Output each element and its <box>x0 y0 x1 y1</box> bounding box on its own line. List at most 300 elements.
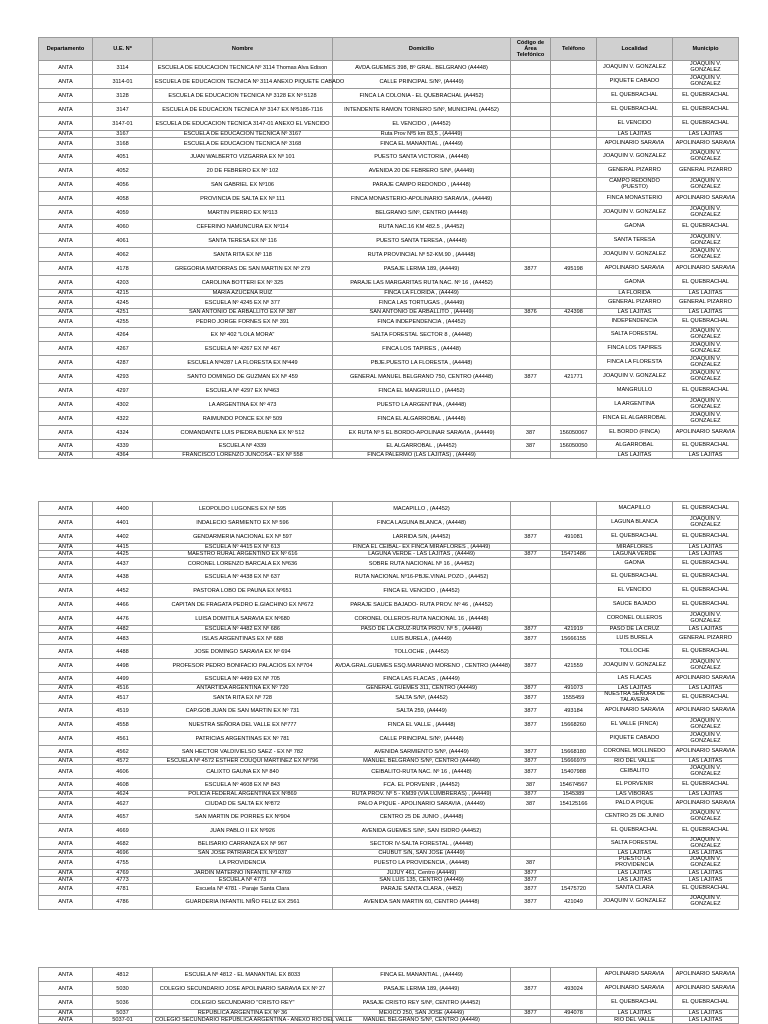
cell-localidad: MIRAFLORES <box>597 544 673 551</box>
cell-domicilio: AVENIDA GUEMES S/Nº, SAN ISIDRO (A4452) <box>333 824 511 838</box>
cell-localidad: LAS LAJITAS <box>597 850 673 857</box>
table-row <box>39 75 739 89</box>
cell-municipio: JOAQUIN V. GONZALEZ <box>673 328 739 342</box>
cell-telefono <box>551 968 597 982</box>
cell-domicilio: PBJE.PUESTO LA FLORESTA , (A4448) <box>333 356 511 370</box>
cell-ue-numero: 4682 <box>93 838 153 850</box>
cell-localidad: ALGARROBAL <box>597 440 673 452</box>
cell-departamento: ANTA <box>39 659 93 673</box>
cell-codigo-area: 3877 <box>511 659 551 673</box>
cell-codigo-area: 3877 <box>511 718 551 732</box>
cell-domicilio: PARAJE SAUCE BAJADO- RUTA PROV. Nº 46 , (A4452) <box>333 598 511 612</box>
cell-ue-numero: 4572 <box>93 758 153 765</box>
cell-localidad: FINCA MONASTERIO <box>597 192 673 206</box>
cell-codigo-area <box>511 150 551 164</box>
cell-departamento: ANTA <box>39 673 93 685</box>
cell-nombre: ESCUELA Nº 4773 <box>153 876 333 883</box>
cell-municipio: JOAQUIN V. GONZALEZ <box>673 732 739 746</box>
cell-telefono <box>551 178 597 192</box>
cell-departamento: ANTA <box>39 150 93 164</box>
cell-domicilio: CENTRO 25 DE JUNIO , (A4448) <box>333 810 511 824</box>
cell-telefono: 156050050 <box>551 440 597 452</box>
cell-municipio: EL QUEBRACHAL <box>673 502 739 516</box>
cell-nombre: PROVINCIA DE SALTA EX Nº 111 <box>153 192 333 206</box>
cell-ue-numero: 4339 <box>93 440 153 452</box>
cell-codigo-area <box>511 206 551 220</box>
cell-departamento: ANTA <box>39 384 93 398</box>
cell-municipio: JOAQUIN V. GONZALEZ <box>673 370 739 384</box>
cell-departamento: ANTA <box>39 131 93 138</box>
cell-departamento: ANTA <box>39 206 93 220</box>
cell-municipio: JOAQUIN V. GONZALEZ <box>673 61 739 75</box>
cell-domicilio: CALLE PRINCIPAL S/Nº, (A4448) <box>333 732 511 746</box>
table-row <box>39 164 739 178</box>
cell-codigo-area <box>511 838 551 850</box>
column-header-nombre: Nombre <box>153 38 333 61</box>
cell-domicilio: PUESTO SANTA TERESA , (A4448) <box>333 234 511 248</box>
cell-nombre: SANTA RITA EX Nº 728 <box>153 692 333 704</box>
cell-ue-numero: 4401 <box>93 516 153 530</box>
cell-nombre: FRANCISCO LORENZO JUNCOSA - EX Nº 558 <box>153 452 333 459</box>
cell-codigo-area <box>511 612 551 626</box>
table-row <box>39 982 739 996</box>
table-row <box>39 558 739 570</box>
cell-domicilio: RUTA NACIONAL Nº16-PBJE.VINAL POZO , (A4452) <box>333 570 511 584</box>
cell-ue-numero: 4415 <box>93 544 153 551</box>
cell-municipio: LAS LAJITAS <box>673 1010 739 1017</box>
cell-domicilio: PUESTO SANTA VICTORIA , (A4448) <box>333 150 511 164</box>
cell-localidad: LAS LAJITAS <box>597 876 673 883</box>
cell-localidad: JOAQUIN V. GONZALEZ <box>597 206 673 220</box>
cell-codigo-area <box>511 328 551 342</box>
cell-nombre: EX Nº 402 "LOLA MORA" <box>153 328 333 342</box>
cell-nombre: REPUBLICA ARGENTINA EX Nº 36 <box>153 1010 333 1017</box>
cell-nombre: ESCUELA Nº 4415 EX Nº 613 <box>153 544 333 551</box>
cell-telefono: 15475720 <box>551 883 597 895</box>
column-header-codigo-area: Código de Área Telefónico <box>511 38 551 61</box>
cell-nombre: ANTARTIDA ARGENTINA EX Nº 720 <box>153 685 333 692</box>
cell-telefono <box>551 732 597 746</box>
cell-localidad: LAS LAJITAS <box>597 309 673 316</box>
cell-ue-numero: 3147-01 <box>93 117 153 131</box>
cell-localidad: EL QUEBRACHAL <box>597 530 673 544</box>
cell-ue-numero: 5036 <box>93 996 153 1010</box>
cell-domicilio: RUTA PROVINCIAL Nº 52-KM.90 , (A4448) <box>333 248 511 262</box>
table-row <box>39 824 739 838</box>
cell-localidad: TOLLOCHE <box>597 645 673 659</box>
cell-departamento: ANTA <box>39 626 93 633</box>
cell-ue-numero: 4786 <box>93 895 153 909</box>
cell-ue-numero: 4558 <box>93 718 153 732</box>
cell-telefono <box>551 857 597 869</box>
cell-departamento: ANTA <box>39 502 93 516</box>
table-row <box>39 779 739 791</box>
cell-codigo-area <box>511 558 551 570</box>
cell-nombre: ESCUELA DE EDUCACION TECNICA Nº 3114 Thomas Alva Edison <box>153 61 333 75</box>
table-row <box>39 426 739 440</box>
cell-telefono <box>551 558 597 570</box>
cell-codigo-area: 3877 <box>511 530 551 544</box>
cell-ue-numero: 4052 <box>93 164 153 178</box>
cell-localidad: CEIBALITO <box>597 765 673 779</box>
cell-localidad: FINCA EL ALGARROBAL <box>597 412 673 426</box>
cell-municipio: JOAQUIN V. GONZALEZ <box>673 206 739 220</box>
cell-domicilio: CORONEL OLLEROS-RUTA NACIONAL 16 , (A4448) <box>333 612 511 626</box>
cell-localidad: APOLINARIO SARAVIA <box>597 262 673 276</box>
cell-telefono <box>551 398 597 412</box>
cell-municipio: LAS LAJITAS <box>673 869 739 876</box>
cell-municipio: LAS LAJITAS <box>673 551 739 558</box>
cell-municipio: APOLINARIO SARAVIA <box>673 746 739 758</box>
cell-municipio: LAS LAJITAS <box>673 758 739 765</box>
cell-departamento: ANTA <box>39 103 93 117</box>
cell-municipio: EL QUEBRACHAL <box>673 996 739 1010</box>
cell-nombre: JUAN PABLO II EX Nº926 <box>153 824 333 838</box>
cell-telefono <box>551 824 597 838</box>
cell-localidad: APOLINARIO SARAVIA <box>597 968 673 982</box>
cell-domicilio: FINCA EL MANANTIAL , (A4449) <box>333 968 511 982</box>
cell-nombre: CALIXTO GAUNA EX Nº 840 <box>153 765 333 779</box>
cell-telefono: 1545389 <box>551 791 597 798</box>
cell-localidad: SANTA CLARA <box>597 883 673 895</box>
cell-domicilio: SECTOR IV-SALTA FORESTAL , (A4448) <box>333 838 511 850</box>
cell-departamento: ANTA <box>39 798 93 810</box>
cell-municipio: EL QUEBRACHAL <box>673 824 739 838</box>
table-row <box>39 192 739 206</box>
cell-nombre: ESCUELA Nº 4267 EX Nº 467 <box>153 342 333 356</box>
cell-municipio: JOAQUIN V. GONZALEZ <box>673 398 739 412</box>
cell-ue-numero: 4438 <box>93 570 153 584</box>
cell-municipio: GENERAL PIZARRO <box>673 297 739 309</box>
cell-localidad: SALTA FORESTAL <box>597 838 673 850</box>
cell-departamento: ANTA <box>39 982 93 996</box>
cell-departamento: ANTA <box>39 612 93 626</box>
cell-domicilio: FCA. EL PORVENIR , (A4452) <box>333 779 511 791</box>
cell-codigo-area <box>511 356 551 370</box>
cell-codigo-area: 3877 <box>511 876 551 883</box>
cell-ue-numero: 4203 <box>93 276 153 290</box>
cell-nombre: COLEGIO SECUNDARIO REPUBLICA ARGENTINA - ANEXO RIO DEL VALLE <box>153 1017 333 1024</box>
cell-ue-numero: 4452 <box>93 584 153 598</box>
cell-localidad: LAGUNA VERDE <box>597 551 673 558</box>
cell-departamento: ANTA <box>39 758 93 765</box>
cell-municipio: JOAQUIN V. GONZALEZ <box>673 838 739 850</box>
cell-nombre: ISLAS ARGENTINAS EX Nº 688 <box>153 633 333 645</box>
cell-codigo-area: 3877 <box>511 758 551 765</box>
cell-codigo-area <box>511 75 551 89</box>
cell-municipio: EL QUEBRACHAL <box>673 883 739 895</box>
cell-codigo-area: 387 <box>511 857 551 869</box>
cell-domicilio: AVDA.GRAL.GUEMES ESQ.MARIANO MORENO , CENTRO (A4448) <box>333 659 511 673</box>
cell-domicilio: RUTA NAC.16 KM 482.5 , (A4452) <box>333 220 511 234</box>
cell-codigo-area: 3877 <box>511 746 551 758</box>
cell-telefono <box>551 297 597 309</box>
cell-domicilio: BELGRANO S/Nº, CENTRO (A4448) <box>333 206 511 220</box>
cell-municipio: APOLINARIO SARAVIA <box>673 704 739 718</box>
table-row <box>39 150 739 164</box>
cell-domicilio: INTENDENTE RAMON TORNERO S/Nº, MUNICIPAL (A4452) <box>333 103 511 117</box>
cell-codigo-area <box>511 290 551 297</box>
cell-telefono <box>551 150 597 164</box>
cell-ue-numero: 4215 <box>93 290 153 297</box>
cell-localidad: EL BORDO (FINCA) <box>597 426 673 440</box>
cell-domicilio: SAN LUIS 135, CENTRO (A4449) <box>333 876 511 883</box>
cell-localidad: JOAQUIN V. GONZALEZ <box>597 61 673 75</box>
cell-codigo-area <box>511 248 551 262</box>
cell-domicilio: PALO A PIQUE - APOLINARIO SARAVIA , (A4449) <box>333 798 511 810</box>
cell-ue-numero: 5037 <box>93 1010 153 1017</box>
cell-localidad: EL QUEBRACHAL <box>597 824 673 838</box>
cell-municipio: GENERAL PIZARRO <box>673 633 739 645</box>
cell-codigo-area <box>511 89 551 103</box>
cell-departamento: ANTA <box>39 89 93 103</box>
cell-localidad: NUESTRA SEÑORA DE TALAVERA <box>597 692 673 704</box>
cell-municipio: LAS LAJITAS <box>673 544 739 551</box>
table-row <box>39 178 739 192</box>
cell-localidad: RIO DEL VALLE <box>597 758 673 765</box>
table-row <box>39 869 739 876</box>
cell-domicilio: FINCA EL ALGARROBAL , (A4448) <box>333 412 511 426</box>
cell-nombre: RAIMUNDO PONCE EX Nº 509 <box>153 412 333 426</box>
cell-municipio: JOAQUIN V. GONZALEZ <box>673 516 739 530</box>
cell-codigo-area: 3877 <box>511 1010 551 1017</box>
cell-departamento: ANTA <box>39 370 93 384</box>
cell-departamento: ANTA <box>39 342 93 356</box>
table-row <box>39 626 739 633</box>
cell-municipio: JOAQUIN V. GONZALEZ <box>673 248 739 262</box>
cell-localidad: FINCA LA FLORESTA <box>597 356 673 370</box>
table-row <box>39 704 739 718</box>
cell-localidad: INDEPENDENCIA <box>597 316 673 328</box>
cell-localidad: LAGUNA BLANCA <box>597 516 673 530</box>
cell-ue-numero: 4400 <box>93 502 153 516</box>
cell-municipio: JOAQUIN V. GONZALEZ <box>673 342 739 356</box>
table-row <box>39 356 739 370</box>
cell-nombre: ESCUELA DE EDUCACION TECNICA 3147-01 ANEXO EL VENCIDO <box>153 117 333 131</box>
cell-nombre: SAN GABRIEL EX Nº106 <box>153 178 333 192</box>
cell-codigo-area <box>511 131 551 138</box>
cell-departamento: ANTA <box>39 356 93 370</box>
cell-nombre: GUARDERIA INFANTIL NIÑO FELIZ EX 2561 <box>153 895 333 909</box>
cell-telefono: 15407988 <box>551 765 597 779</box>
cell-nombre: SAN HECTOR VALDIVIELSO SAEZ - EX Nº 782 <box>153 746 333 758</box>
cell-domicilio: PARAJE CAMPO REDONDO , (A4448) <box>333 178 511 192</box>
cell-telefono <box>551 996 597 1010</box>
cell-telefono: 494078 <box>551 1010 597 1017</box>
cell-localidad: LA FLORIDA <box>597 290 673 297</box>
cell-nombre: SANTA RITA EX Nº 118 <box>153 248 333 262</box>
cell-codigo-area: 3877 <box>511 633 551 645</box>
cell-telefono <box>551 544 597 551</box>
cell-departamento: ANTA <box>39 996 93 1010</box>
cell-municipio: APOLINARIO SARAVIA <box>673 673 739 685</box>
cell-departamento: ANTA <box>39 290 93 297</box>
cell-localidad: SALTA FORESTAL <box>597 328 673 342</box>
table-row <box>39 996 739 1010</box>
cell-ue-numero: 5030 <box>93 982 153 996</box>
table-row <box>39 810 739 824</box>
cell-ue-numero: 3114 <box>93 61 153 75</box>
cell-ue-numero: 4669 <box>93 824 153 838</box>
cell-departamento: ANTA <box>39 516 93 530</box>
cell-domicilio: MACAPILLO , (A4452) <box>333 502 511 516</box>
table-row <box>39 584 739 598</box>
cell-codigo-area: 3877 <box>511 883 551 895</box>
schools-table-3 <box>38 967 739 1024</box>
cell-nombre: ESCUELA DE EDUCACION TECNICA Nº 3114 ANEXO PIQUETE CABADO <box>153 75 333 89</box>
cell-municipio: JOAQUIN V. GONZALEZ <box>673 412 739 426</box>
cell-nombre: COMANDANTE LUIS PIEDRA BUENA EX Nº 512 <box>153 426 333 440</box>
cell-codigo-area: 3877 <box>511 791 551 798</box>
cell-telefono <box>551 584 597 598</box>
cell-nombre: JUAN WALBERTO VIZGARRA EX Nº 101 <box>153 150 333 164</box>
cell-domicilio: FINCA LAS FLACAS , (A4449) <box>333 673 511 685</box>
cell-ue-numero: 4364 <box>93 452 153 459</box>
cell-ue-numero: 4264 <box>93 328 153 342</box>
cell-localidad: CAMPO REDONDO (PUESTO) <box>597 178 673 192</box>
cell-domicilio: GENERAL MANUEL BELGRANO 750, CENTRO (A4448) <box>333 370 511 384</box>
cell-localidad: JOAQUIN V. GONZALEZ <box>597 370 673 384</box>
cell-nombre: ESCUELA Nº4287 LA FLORESTA EX Nº449 <box>153 356 333 370</box>
cell-nombre: NUESTRA SEÑORA DEL VALLE EX Nº777 <box>153 718 333 732</box>
cell-ue-numero: 4773 <box>93 876 153 883</box>
cell-departamento: ANTA <box>39 61 93 75</box>
table-row <box>39 370 739 384</box>
cell-domicilio: AVENIDA 20 DE FEBRERO S/Nº, (A4449) <box>333 164 511 178</box>
cell-telefono <box>551 89 597 103</box>
cell-municipio: APOLINARIO SARAVIA <box>673 426 739 440</box>
cell-departamento: ANTA <box>39 426 93 440</box>
cell-nombre: LUISA DOMITILA SARAVIA EX Nº680 <box>153 612 333 626</box>
cell-departamento: ANTA <box>39 220 93 234</box>
cell-ue-numero: 4755 <box>93 857 153 869</box>
cell-municipio: EL QUEBRACHAL <box>673 117 739 131</box>
cell-nombre: CEFERINO NAMUNCURA EX Nº114 <box>153 220 333 234</box>
cell-ue-numero: 4437 <box>93 558 153 570</box>
cell-telefono: 1555459 <box>551 692 597 704</box>
cell-nombre: CIUDAD DE SALTA EX Nº872 <box>153 798 333 810</box>
cell-municipio: EL QUEBRACHAL <box>673 220 739 234</box>
cell-departamento: ANTA <box>39 234 93 248</box>
cell-nombre: COLEGIO SECUNDARIO "CRISTO REY" <box>153 996 333 1010</box>
cell-domicilio: SOBRE RUTA NACIONAL Nº 16 , (A4452) <box>333 558 511 570</box>
cell-nombre: PEDRO JORGE FORNES EX Nº 391 <box>153 316 333 328</box>
cell-telefono <box>551 876 597 883</box>
cell-municipio: APOLINARIO SARAVIA <box>673 262 739 276</box>
cell-ue-numero: 4058 <box>93 192 153 206</box>
table-row <box>39 248 739 262</box>
cell-ue-numero: 4498 <box>93 659 153 673</box>
cell-codigo-area: 3877 <box>511 704 551 718</box>
cell-departamento: ANTA <box>39 297 93 309</box>
cell-domicilio: FINCA LA COLONIA - EL QUEBRACHAL (A4452) <box>333 89 511 103</box>
cell-telefono <box>551 810 597 824</box>
cell-departamento: ANTA <box>39 598 93 612</box>
cell-municipio: GENERAL PIZARRO <box>673 164 739 178</box>
column-header-domicilio: Domicilio <box>333 38 511 61</box>
cell-domicilio: PUESTO LA ARGENTINA , (A4448) <box>333 398 511 412</box>
cell-municipio: EL QUEBRACHAL <box>673 316 739 328</box>
cell-domicilio: FINCA LA FLORIDA , (A4449) <box>333 290 511 297</box>
cell-nombre: LA ARGENTINA EX Nº 473 <box>153 398 333 412</box>
cell-ue-numero: 3147 <box>93 103 153 117</box>
cell-municipio: JOAQUIN V. GONZALEZ <box>673 659 739 673</box>
cell-telefono <box>551 131 597 138</box>
cell-telefono: 421771 <box>551 370 597 384</box>
cell-departamento: ANTA <box>39 452 93 459</box>
table-row <box>39 791 739 798</box>
cell-departamento: ANTA <box>39 765 93 779</box>
cell-codigo-area: 387 <box>511 426 551 440</box>
cell-departamento: ANTA <box>39 178 93 192</box>
cell-nombre: SAN JOSE PATRIARCA EX Nº1037 <box>153 850 333 857</box>
cell-telefono <box>551 234 597 248</box>
cell-domicilio: MANUEL BELGRANO S/Nº, CENTRO (A4449) <box>333 758 511 765</box>
cell-municipio: JOAQUIN V. GONZALEZ <box>673 234 739 248</box>
cell-telefono: 154125166 <box>551 798 597 810</box>
cell-municipio: JOAQUIN V. GONZALEZ <box>673 765 739 779</box>
cell-domicilio: MANUEL BELGRANO S/Nº, CENTRO (A4449) <box>333 1017 511 1024</box>
cell-telefono: 154674567 <box>551 779 597 791</box>
cell-departamento: ANTA <box>39 412 93 426</box>
cell-ue-numero: 3114-01 <box>93 75 153 89</box>
cell-codigo-area <box>511 850 551 857</box>
cell-departamento: ANTA <box>39 692 93 704</box>
cell-localidad: JOAQUIN V. GONZALEZ <box>597 150 673 164</box>
cell-domicilio: RUTA PROV. Nº 5 - KM39 (VIA LUMBRERAS) , (A4449) <box>333 791 511 798</box>
cell-telefono: 15668260 <box>551 718 597 732</box>
cell-localidad: EL QUEBRACHAL <box>597 89 673 103</box>
cell-departamento: ANTA <box>39 895 93 909</box>
cell-municipio: LAS LAJITAS <box>673 876 739 883</box>
cell-departamento: ANTA <box>39 164 93 178</box>
cell-municipio: APOLINARIO SARAVIA <box>673 798 739 810</box>
cell-municipio: LAS LAJITAS <box>673 850 739 857</box>
table-row <box>39 412 739 426</box>
cell-localidad: PUESTO LA PROVIDENCIA <box>597 857 673 869</box>
cell-ue-numero: 4287 <box>93 356 153 370</box>
cell-localidad: PASO DE LA CRUZ <box>597 626 673 633</box>
table-row <box>39 876 739 883</box>
cell-codigo-area <box>511 192 551 206</box>
cell-departamento: ANTA <box>39 262 93 276</box>
cell-localidad: EL VENCIDO <box>597 584 673 598</box>
cell-domicilio: LUIS BURELA , (A4449) <box>333 633 511 645</box>
cell-codigo-area: 3876 <box>511 309 551 316</box>
cell-codigo-area: 3877 <box>511 626 551 633</box>
cell-nombre: ESCUELA Nº 4245 EX Nº 377 <box>153 297 333 309</box>
cell-domicilio: PASO DE LA CRUZ-RUTA PROV. Nº 5 , (A4449) <box>333 626 511 633</box>
cell-departamento: ANTA <box>39 779 93 791</box>
cell-municipio: JOAQUIN V. GONZALEZ <box>673 612 739 626</box>
cell-municipio: APOLINARIO SARAVIA <box>673 968 739 982</box>
cell-localidad: EL QUEBRACHAL <box>597 996 673 1010</box>
cell-domicilio: FINCA LOS TAPIRES , (A4448) <box>333 342 511 356</box>
cell-nombre: PASTORA LOBO DE PAUNA EX Nº651 <box>153 584 333 598</box>
cell-departamento: ANTA <box>39 309 93 316</box>
cell-departamento: ANTA <box>39 530 93 544</box>
cell-codigo-area <box>511 452 551 459</box>
table-row <box>39 220 739 234</box>
column-header-localidad: Localidad <box>597 38 673 61</box>
cell-codigo-area: 3877 <box>511 982 551 996</box>
cell-municipio: JOAQUIN V. GONZALEZ <box>673 718 739 732</box>
cell-localidad: MACAPILLO <box>597 502 673 516</box>
cell-telefono <box>551 290 597 297</box>
cell-departamento: ANTA <box>39 850 93 857</box>
cell-domicilio: FINCA PALERMO (LAS LAJITAS) , (A4449) <box>333 452 511 459</box>
cell-departamento: ANTA <box>39 328 93 342</box>
